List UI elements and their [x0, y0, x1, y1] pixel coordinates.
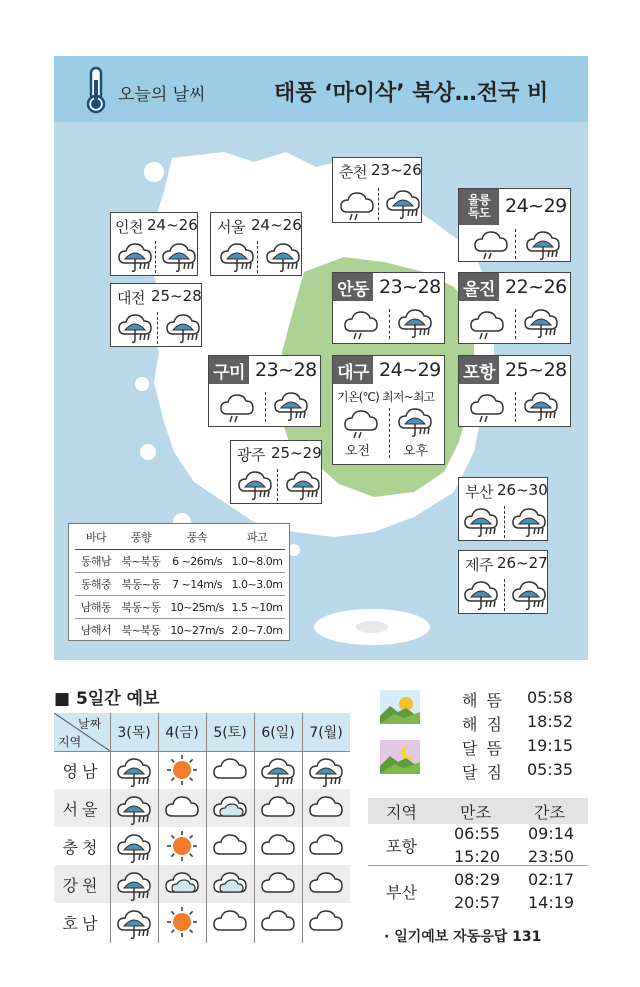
temp-range: 22~26	[505, 276, 567, 298]
divider	[155, 241, 156, 273]
column-line	[110, 713, 111, 943]
temp-range: 26~30	[497, 481, 548, 499]
card-jeju	[458, 550, 548, 614]
thermometer-icon	[82, 66, 110, 114]
day-header: 3(목)	[117, 725, 151, 741]
high-tide-time: 20:57	[454, 893, 501, 912]
region-label: 충청	[62, 837, 102, 857]
cell: 1.0~3.0m	[231, 577, 283, 591]
divider	[515, 309, 516, 339]
rain-icon	[511, 504, 547, 542]
tide-table-header	[368, 798, 588, 824]
rain-icon	[116, 868, 152, 906]
temp-range: 25~28	[505, 359, 567, 381]
city-tag: 울진	[459, 273, 499, 301]
divider	[368, 865, 588, 866]
cloud-icon	[260, 830, 296, 862]
divider	[515, 392, 516, 422]
divider	[389, 408, 390, 458]
temp-range: 26~27	[497, 554, 548, 572]
city-tag: 포항	[459, 356, 499, 384]
cloud-icon	[308, 792, 344, 824]
sunrise-icon	[380, 690, 420, 724]
cloud-icon	[164, 792, 200, 824]
header-title: 태풍 ‘마이삭’ 북상…전국 비	[274, 81, 549, 106]
rain-icon	[523, 388, 559, 426]
temp-range: 24~29	[379, 359, 441, 381]
rain-icon	[117, 239, 153, 277]
cloud-icon	[308, 868, 344, 900]
temp-range: 25~29	[271, 444, 322, 462]
cloud-rain-icon	[469, 307, 505, 345]
low-tide-time: 14:19	[528, 893, 575, 912]
rain-icon	[161, 239, 197, 277]
cloud-rain-icon	[343, 307, 379, 345]
sunset-label: 해 짐	[462, 715, 504, 734]
rain-icon	[525, 227, 561, 265]
rain-icon	[463, 577, 499, 615]
cell: 1.5 ~10m	[231, 600, 283, 614]
cell: 2.0~7.0m	[231, 623, 283, 637]
corner-region-label: 지역	[58, 735, 82, 749]
cloud-icon	[212, 754, 248, 786]
header-line	[54, 751, 350, 752]
table-row	[75, 573, 285, 595]
cloud-icon	[260, 792, 296, 824]
column-line	[254, 713, 255, 943]
cell: 북~북동	[121, 555, 161, 568]
cell: 1.0~8.0m	[231, 554, 283, 568]
corner-date-label: 날짜	[78, 717, 102, 731]
rain-icon	[273, 388, 309, 426]
region-label: 호남	[62, 913, 102, 933]
sun-icon	[164, 754, 200, 790]
tide-city: 부산	[386, 883, 417, 902]
column-line	[302, 713, 303, 943]
rain-icon	[165, 310, 201, 348]
card-incheon	[110, 212, 198, 276]
col-header: 간조	[534, 803, 565, 822]
rain-icon	[116, 792, 152, 830]
temp-range: 23~28	[255, 359, 317, 381]
legend-text: 기온(℃) 최저~최고	[337, 390, 435, 404]
day-header: 5(토)	[213, 725, 247, 741]
am-label: 오전	[345, 444, 371, 459]
cell: 7 ~14m/s	[172, 577, 222, 591]
divider	[257, 241, 258, 273]
temp-range: 23~28	[379, 276, 441, 298]
sea-table-header	[75, 526, 285, 548]
city-name: 서울	[217, 218, 245, 236]
sunset-time: 18:52	[527, 712, 574, 731]
cloud-icon	[260, 868, 296, 900]
moonset-label: 달 짐	[462, 763, 504, 782]
column-line	[158, 713, 159, 943]
col-header: 바다	[85, 531, 107, 544]
moonrise-icon	[380, 740, 420, 774]
high-tide-time: 08:29	[454, 870, 501, 889]
card-busan	[458, 477, 548, 541]
day-header: 4(금)	[165, 725, 199, 741]
cell: 동해중	[80, 578, 112, 591]
card-ulleung-dokdo	[458, 188, 571, 262]
table-row	[75, 596, 285, 618]
region-label: 강원	[62, 875, 102, 895]
footer-phone-info: · 일기예보 자동응답 131	[384, 929, 542, 945]
card-gwangju	[230, 440, 322, 504]
rain-icon	[397, 404, 433, 442]
card-andong	[332, 272, 445, 344]
city-tag: 울릉 독도	[459, 189, 499, 225]
city-name: 대전	[117, 289, 145, 307]
card-seoul	[210, 212, 302, 276]
city-name: 부산	[465, 483, 493, 501]
moonrise-label: 달 뜸	[462, 739, 504, 758]
card-uljin	[458, 272, 571, 344]
cloud-icon	[212, 906, 248, 938]
temp-range: 24~29	[505, 195, 567, 217]
cloud-icon	[212, 830, 248, 862]
sunrise-time: 05:58	[527, 688, 574, 707]
cloud-icon	[308, 906, 344, 938]
rain-icon	[308, 754, 344, 792]
rain-icon	[116, 830, 152, 868]
cell: 북동~동	[121, 601, 161, 614]
cloud-icon	[260, 906, 296, 938]
region-label: 영남	[62, 761, 102, 781]
cell: 북~북동	[121, 624, 161, 637]
temp-range: 24~26	[251, 216, 302, 234]
card-daejeon	[110, 283, 202, 347]
card-gumi	[208, 355, 321, 427]
forecast-table	[54, 713, 350, 943]
rain-icon	[117, 310, 153, 348]
rain-icon	[219, 239, 255, 277]
divider	[389, 309, 390, 339]
divider	[515, 229, 516, 259]
city-tag: 안동	[333, 273, 373, 301]
low-tide-time: 23:50	[528, 847, 575, 866]
temp-range: 24~26	[147, 216, 198, 234]
high-tide-time: 06:55	[454, 824, 501, 843]
divider	[378, 188, 379, 220]
cloud-rain-icon	[343, 406, 379, 444]
cell: 10~27m/s	[170, 623, 224, 637]
tide-city: 포항	[386, 837, 417, 856]
sun-icon	[164, 830, 200, 866]
cell: 남해동	[80, 601, 112, 614]
moonrise-time: 19:15	[527, 736, 574, 755]
cloud-rain-icon	[219, 390, 255, 428]
cloud-rain-icon	[473, 227, 509, 265]
divider	[504, 579, 505, 611]
cloud-icon	[212, 868, 248, 900]
map-header	[54, 56, 588, 122]
table-row	[75, 550, 285, 572]
temp-range: 25~28	[151, 287, 202, 305]
pm-label: 오후	[403, 444, 429, 459]
card-daegu-legend	[332, 355, 445, 465]
rain-icon	[385, 186, 421, 224]
cell: 남해서	[80, 624, 112, 637]
cell: 동해남	[80, 555, 112, 568]
rain-icon	[511, 577, 547, 615]
rain-icon	[265, 239, 301, 277]
city-tag: 대구	[333, 356, 373, 384]
sun-icon	[164, 906, 200, 942]
rain-icon	[116, 754, 152, 792]
high-tide-time: 15:20	[454, 847, 501, 866]
card-pohang	[458, 355, 571, 427]
city-name: 인천	[115, 218, 143, 236]
moonset-time: 05:35	[527, 760, 574, 779]
sunrise-label: 해 뜸	[462, 691, 504, 710]
column-line	[206, 713, 207, 943]
col-header: 지역	[386, 803, 417, 822]
low-tide-time: 02:17	[528, 870, 575, 889]
rain-icon	[116, 906, 152, 944]
day-header: 6(일)	[261, 725, 295, 741]
header-label: 오늘의 날씨	[118, 85, 206, 105]
city-name: 춘천	[339, 163, 367, 181]
col-header: 파고	[246, 531, 268, 544]
col-header: 풍속	[186, 531, 208, 544]
rain-icon	[237, 467, 273, 505]
forecast-title: ■ 5일간 예보	[54, 689, 160, 709]
sea-conditions-table	[68, 523, 290, 641]
cloud-icon	[308, 830, 344, 862]
col-header: 만조	[460, 803, 491, 822]
rain-icon	[397, 305, 433, 343]
card-chuncheon	[332, 157, 422, 223]
city-name: 광주	[237, 446, 265, 464]
table-row	[75, 619, 285, 641]
cloud-icon	[164, 868, 200, 900]
temp-range: 23~26	[371, 161, 422, 179]
low-tide-time: 09:14	[528, 824, 575, 843]
cloud-icon	[212, 792, 248, 824]
col-header: 풍향	[130, 531, 152, 544]
region-label: 서울	[62, 799, 102, 819]
city-tag: 구미	[209, 356, 249, 384]
rain-icon	[523, 305, 559, 343]
rain-icon	[260, 754, 296, 792]
cloud-rain-icon	[469, 390, 505, 428]
divider	[157, 312, 158, 344]
divider	[277, 469, 278, 501]
cell: 북동~동	[121, 578, 161, 591]
cell: 6 ~26m/s	[172, 554, 222, 568]
cloud-rain-icon	[339, 188, 375, 226]
city-name: 제주	[465, 556, 493, 574]
rain-icon	[463, 504, 499, 542]
divider	[504, 506, 505, 538]
cell: 10~25m/s	[170, 600, 224, 614]
day-header: 7(월)	[309, 725, 343, 741]
rain-icon	[285, 467, 321, 505]
divider	[265, 392, 266, 422]
